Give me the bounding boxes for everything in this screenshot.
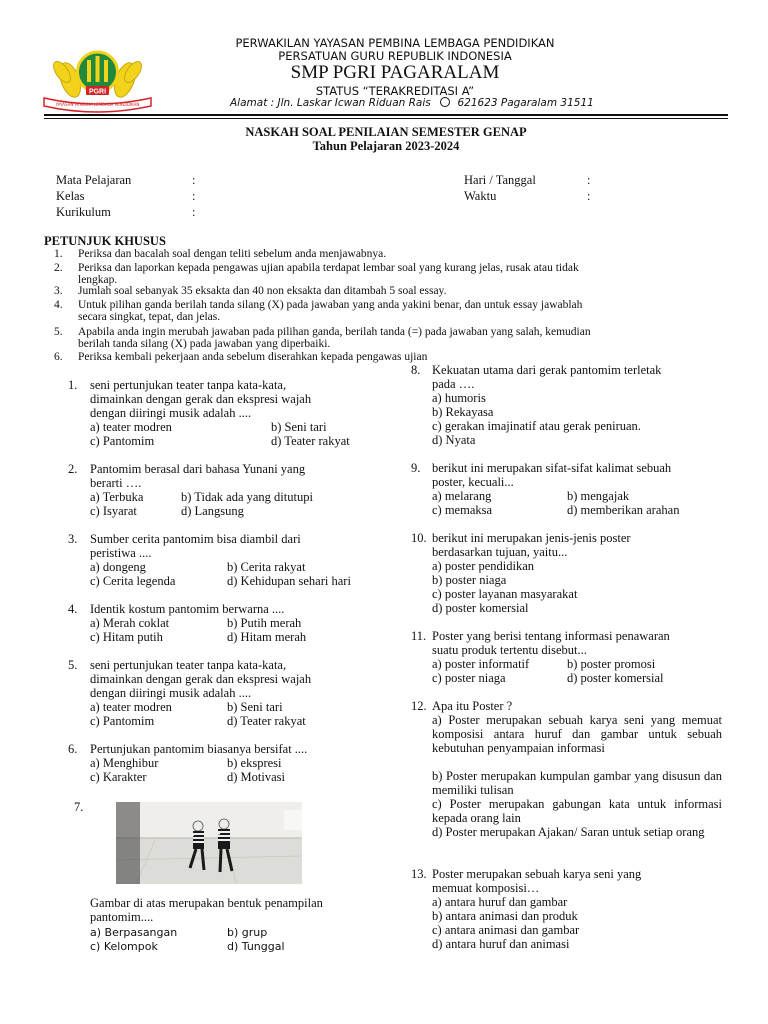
instruction-text-cont: lengkap.	[78, 274, 118, 286]
option-d[interactable]: d) Teater rakyat	[227, 714, 306, 728]
question-text: memuat komposisi…	[432, 881, 540, 895]
option-d[interactable]: d) Tunggal	[227, 940, 285, 953]
option-b[interactable]: b) Rekayasa	[432, 405, 494, 419]
exam-year: Tahun Pelajaran 2023-2024	[312, 139, 460, 153]
option-a[interactable]: a) Berpasangan	[90, 926, 178, 939]
instruction-text: Jumlah soal sebanyak 35 eksakta dan 40 non eksakta dan ditambah 5 soal essay.	[78, 285, 447, 297]
option-a[interactable]: a) humoris	[432, 391, 486, 405]
instruction-number: 4.	[54, 299, 63, 311]
phone-icon	[440, 97, 450, 107]
option-b[interactable]: b) poster promosi	[567, 657, 656, 671]
header-divider	[44, 114, 728, 116]
option-a[interactable]: a) antara huruf dan gambar	[432, 895, 568, 909]
option-c[interactable]: c) Isyarat	[90, 504, 137, 518]
option-b[interactable]: b) mengajak	[567, 489, 630, 503]
instruction-text: Periksa dan bacalah soal dengan teliti sebelum anda menjawabnya.	[78, 248, 387, 260]
question-number: 5.	[68, 658, 78, 672]
accreditation-status: STATUS “TERAKREDITASI A”	[315, 84, 475, 98]
header-line-2: PERSATUAN GURU REPUBLIK INDONESIA	[278, 49, 512, 63]
option-a[interactable]: a) teater modren	[90, 420, 172, 434]
question-number: 3.	[68, 532, 78, 546]
question-text: Kekuatan utama dari gerak pantomim terletak	[432, 363, 662, 377]
field-date-label: Hari / Tanggal	[464, 173, 536, 187]
field-curriculum-sep: :	[192, 205, 196, 219]
option-d[interactable]: d) poster komersial	[432, 601, 529, 615]
option-a[interactable]: a) Terbuka	[90, 490, 144, 504]
header-line-1: PERWAKILAN YAYASAN PEMBINA LEMBAGA PENDIDIKAN	[235, 36, 555, 50]
option-b[interactable]: b) grup	[227, 926, 268, 939]
question-text: dimainkan dengan gerak dan ekspresi wajah	[90, 672, 312, 686]
exam-title: NASKAH SOAL PENILAIAN SEMESTER GENAP	[245, 125, 527, 139]
field-subject-sep: :	[192, 173, 196, 187]
option-b[interactable]: b) ekspresi	[227, 756, 282, 770]
question-number: 6.	[68, 742, 78, 756]
instruction-number: 1.	[54, 248, 63, 260]
option-c[interactable]: c) memaksa	[432, 503, 493, 517]
question-number: 7.	[74, 800, 84, 814]
question-text: Pertunjukan pantomim biasanya bersifat ....	[90, 742, 308, 756]
question-text: berarti ….	[90, 476, 142, 490]
question-text: seni pertunjukan teater tanpa kata-kata,	[90, 658, 287, 672]
option-d[interactable]: d) Poster merupakan Ajakan/ Saran untuk setiap orang	[432, 825, 705, 839]
option-d[interactable]: d) memberikan arahan	[567, 503, 680, 517]
option-c[interactable]: c) Cerita legenda	[90, 574, 176, 588]
field-time-sep: :	[587, 189, 591, 203]
question-number: 9.	[411, 461, 421, 475]
option-b[interactable]: b) poster niaga	[432, 573, 507, 587]
option-a[interactable]: a) teater modren	[90, 700, 172, 714]
instruction-number: 6.	[54, 351, 63, 363]
question-number: 13.	[411, 867, 427, 881]
question-number: 10.	[411, 531, 427, 545]
field-class-label: Kelas	[56, 189, 85, 203]
option-d[interactable]: d) Motivasi	[227, 770, 285, 784]
option-d[interactable]: d) Nyata	[432, 433, 476, 447]
option-a[interactable]: a) Menghibur	[90, 756, 159, 770]
instructions-heading: PETUNJUK KHUSUS	[44, 234, 166, 248]
field-subject-label: Mata Pelajaran	[56, 173, 132, 187]
question-text: dimainkan dengan gerak dan ekspresi wajah	[90, 392, 312, 406]
question-text: seni pertunjukan teater tanpa kata-kata,	[90, 378, 287, 392]
option-d[interactable]: d) Langsung	[181, 504, 244, 518]
address-text: Alamat : Jln. Laskar Icwan Riduan Rais	[230, 97, 431, 109]
option-a[interactable]: a) Merah coklat	[90, 616, 170, 630]
question-number: 2.	[68, 462, 78, 476]
field-date-sep: :	[587, 173, 591, 187]
question-text: pantomim....	[90, 910, 154, 924]
question-text: suatu produk tertentu disebut...	[432, 643, 587, 657]
option-c[interactable]: c) Poster merupakan gabungan kata untuk informasi kepada orang lain	[432, 797, 722, 825]
option-d[interactable]: d) Hitam merah	[227, 630, 307, 644]
option-c[interactable]: c) poster niaga	[432, 671, 506, 685]
question-number: 8.	[411, 363, 421, 377]
question-text: Poster merupakan sebuah karya seni yang	[432, 867, 642, 881]
postal-text: 621623 Pagaralam 31511	[457, 97, 594, 109]
option-c[interactable]: c) gerakan imajinatif atau gerak peniruan.	[432, 419, 641, 433]
question-number: 1.	[68, 378, 78, 392]
question-text: Apa itu Poster ?	[432, 699, 513, 713]
question-text: Identik kostum pantomim berwarna ....	[90, 602, 285, 616]
instruction-number: 2.	[54, 262, 63, 274]
address-row	[230, 97, 594, 109]
option-c[interactable]: c) poster layanan masyarakat	[432, 587, 578, 601]
option-b[interactable]: b) Seni tari	[271, 420, 327, 434]
instruction-text-cont: berilah tanda silang (X) pada jawaban yang diperbaiki.	[78, 338, 331, 350]
instruction-number: 5.	[54, 326, 63, 338]
instruction-text: Periksa kembali pekerjaan anda sebelum diserahkan kepada pengawas ujian	[78, 351, 428, 363]
option-b[interactable]: b) antara animasi dan produk	[432, 909, 578, 923]
option-c[interactable]: c) antara animasi dan gambar	[432, 923, 580, 937]
option-b[interactable]: b) Poster merupakan kumpulan gambar yang disusun dan memiliki tulisan	[432, 769, 722, 797]
question-text: berikut ini merupakan sifat-sifat kalimat sebuah	[432, 461, 672, 475]
question-text: Pantomim berasal dari bahasa Yunani yang	[90, 462, 306, 476]
question-text: pada ….	[432, 377, 475, 391]
pgri-logo	[40, 40, 155, 116]
logo-ribbon-text: YAYASAN PEMBINA LEMBAGA PENDIDIKAN	[55, 102, 140, 107]
question-number: 4.	[68, 602, 78, 616]
question-number: 12.	[411, 699, 427, 713]
option-b[interactable]: b) Cerita rakyat	[227, 560, 306, 574]
option-a[interactable]: a) poster informatif	[432, 657, 530, 671]
logo-text: PGRI	[88, 88, 107, 96]
instruction-text: Periksa dan laporkan kepada pengawas ujian apabila terdapat lembar soal yang kurang jelas, rusak atau tidak	[78, 262, 579, 274]
question-text: poster, kecuali...	[432, 475, 514, 489]
question-number: 11.	[411, 629, 427, 643]
question-text: dengan diiringi musik adalah ....	[90, 686, 252, 700]
option-c[interactable]: c) Karakter	[90, 770, 147, 784]
instruction-text: Untuk pilihan ganda berilah tanda silang (X) pada jawaban yang anda yakini benar, dan untuk essay jawablah	[78, 299, 583, 311]
field-curriculum-label: Kurikulum	[56, 205, 111, 219]
school-name: SMP PGRI PAGARALAM	[290, 62, 500, 83]
option-a[interactable]: a) melarang	[432, 489, 492, 503]
question-text: berdasarkan tujuan, yaitu...	[432, 545, 568, 559]
instruction-text: Apabila anda ingin merubah jawaban pada pilihan ganda, berilah tanda (=) pada jawaban yang salah, kemudian	[78, 326, 591, 338]
option-b[interactable]: b) Tidak ada yang ditutupi	[181, 490, 313, 504]
option-c[interactable]: c) Pantomim	[90, 714, 155, 728]
pantomime-photo	[116, 802, 302, 884]
question-text: dengan diiringi musik adalah ....	[90, 406, 252, 420]
option-a[interactable]: a) dongeng	[90, 560, 146, 574]
header-divider-thin	[44, 118, 728, 119]
instruction-text-cont: secara singkat, tepat, dan jelas.	[78, 311, 221, 323]
option-d[interactable]: d) Teater rakyat	[271, 434, 350, 448]
option-d[interactable]: d) Kehidupan sehari hari	[227, 574, 351, 588]
field-time-label: Waktu	[464, 189, 497, 203]
option-d[interactable]: d) antara huruf dan animasi	[432, 937, 570, 951]
question-text: peristiwa ....	[90, 546, 152, 560]
option-c[interactable]: c) Kelompok	[90, 940, 158, 953]
option-a[interactable]: a) Poster merupakan sebuah karya seni yang memuat komposisi antara huruf dan gambar untuk sebuah kebutuhan penyampaian informasi	[432, 713, 722, 755]
question-text: Gambar di atas merupakan bentuk penampilan	[90, 896, 323, 910]
option-c[interactable]: c) Hitam putih	[90, 630, 163, 644]
instruction-number: 3.	[54, 285, 63, 297]
question-text: Poster yang berisi tentang informasi penawaran	[432, 629, 670, 643]
option-c[interactable]: c) Pantomim	[90, 434, 155, 448]
option-a[interactable]: a) poster pendidikan	[432, 559, 535, 573]
question-text: berikut ini merupakan jenis-jenis poster	[432, 531, 631, 545]
option-d[interactable]: d) poster komersial	[567, 671, 664, 685]
field-class-sep: :	[192, 189, 196, 203]
question-text: Sumber cerita pantomim bisa diambil dari	[90, 532, 301, 546]
option-b[interactable]: b) Seni tari	[227, 700, 283, 714]
option-b[interactable]: b) Putih merah	[227, 616, 302, 630]
